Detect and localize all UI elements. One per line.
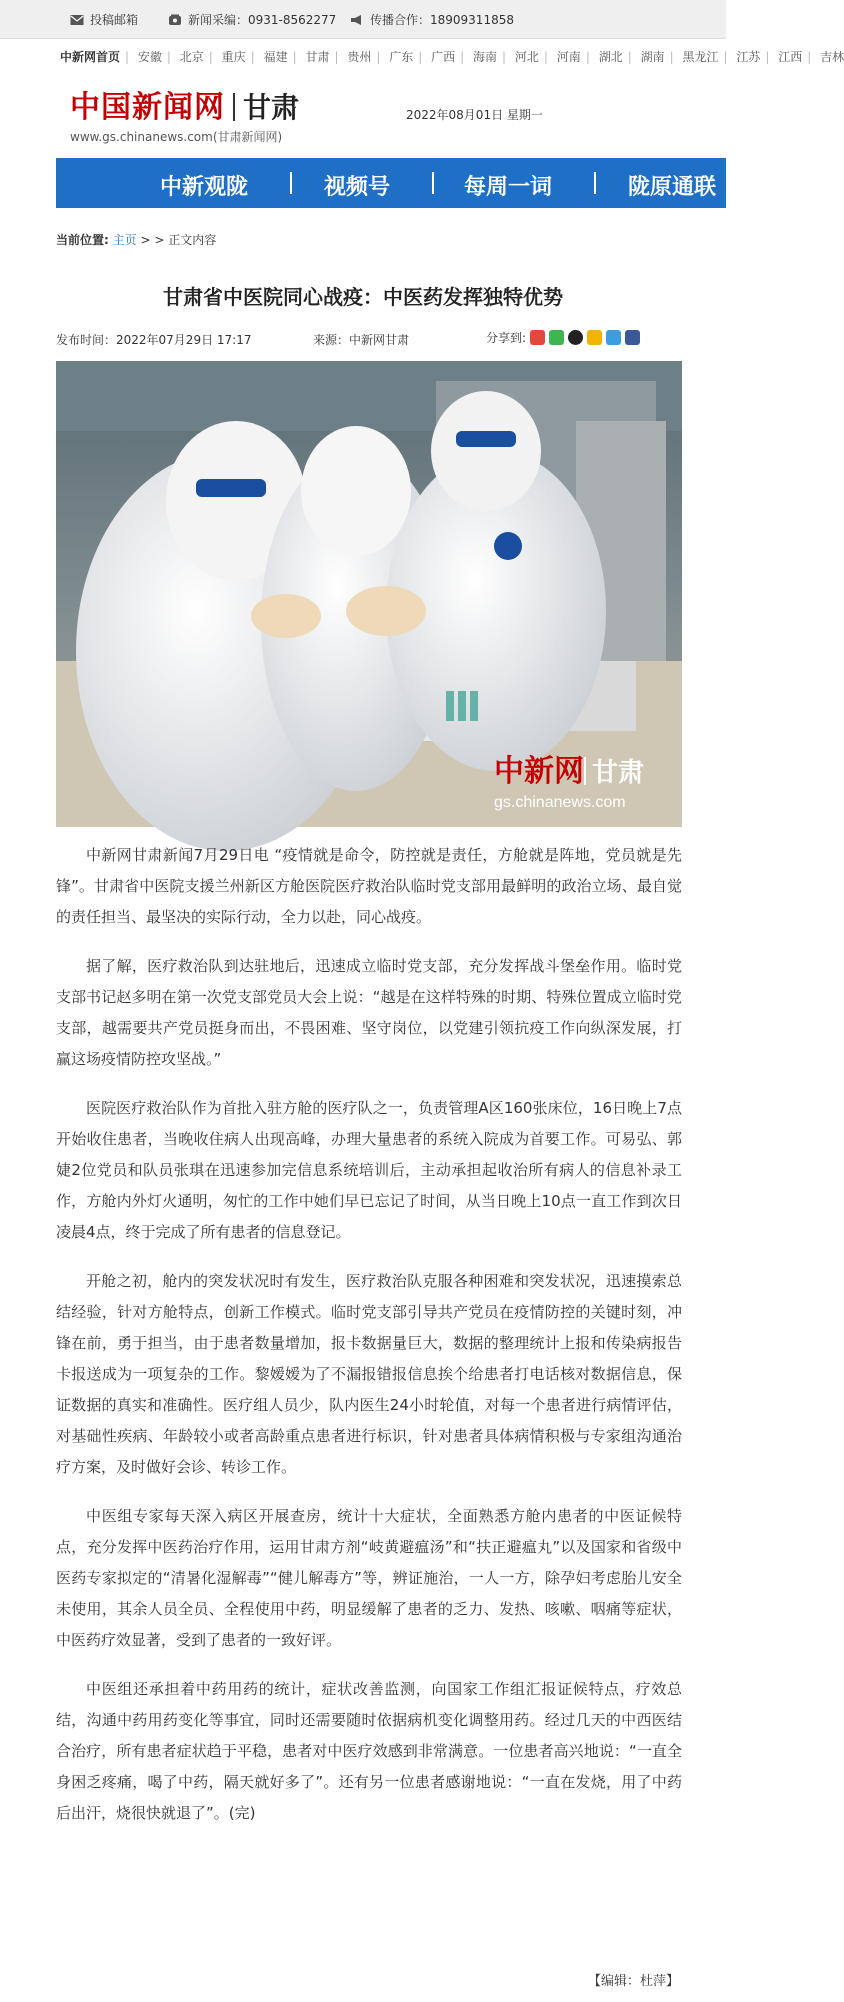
news-phone-label: 新闻采编：0931-8562277 [188, 13, 337, 27]
article-paragraph: 中新网甘肃新闻7月29日电 “疫情就是命令，防控就是责任，方舱就是阵地，党员就是先锋”。甘肃省中医院支援兰州新区方舱医院医疗救治队临时党支部用最鲜明的政治立场、最自觉的责任担当、最坚决的实际行动，全力以赴，同心战疫。 [56, 846, 682, 926]
breadcrumb [56, 231, 216, 248]
logo-divider [233, 93, 235, 121]
nav-divider [290, 172, 292, 194]
nav-item[interactable]: 陇原通联 [628, 175, 717, 200]
photo-watermark-divider [584, 757, 586, 785]
news-phone [168, 11, 336, 28]
nav-item[interactable]: 视频号 [324, 175, 391, 200]
qq-icon[interactable] [568, 330, 583, 345]
wechat-icon[interactable] [549, 330, 564, 345]
region-link[interactable]: 安徽 [137, 50, 162, 64]
phone-icon [168, 14, 182, 26]
article-source: 来源：中新网甘肃 [313, 333, 410, 347]
site-logo[interactable] [70, 82, 299, 145]
region-link[interactable]: 河北 [514, 50, 539, 64]
tougao-label: 投稿邮箱 [90, 13, 139, 27]
editor-credit: 【编辑：杜萍】 [588, 1974, 680, 1989]
nav-item[interactable]: 中新观陇 [160, 175, 249, 200]
article-body [56, 840, 682, 1847]
region-link[interactable]: 江苏 [736, 50, 761, 64]
qzone-icon[interactable] [587, 330, 602, 345]
breadcrumb-label: 当前位置: [56, 233, 109, 247]
breadcrumb-sep: > > [140, 233, 165, 247]
nav-item[interactable]: 每周一词 [464, 175, 553, 200]
tougao-link[interactable] [70, 11, 138, 28]
share-bar [486, 329, 640, 346]
publish-time: 发布时间：2022年07月29日 17:17 [56, 333, 252, 347]
breadcrumb-home-link[interactable]: 主页 [112, 233, 137, 247]
region-link[interactable]: 广西 [431, 50, 456, 64]
mail-icon [70, 14, 84, 26]
region-link[interactable]: 北京 [179, 50, 204, 64]
region-nav: 中新网首页 | 安徽 | 北京 | 重庆 | 福建 | 甘肃 | 贵州 | 广东 | 广西 | 海南 | 河北 | 河南 | 湖北 | 湖南 | 黑龙江 | 江苏 | 江西 | 吉林 [60, 50, 844, 64]
weibo-icon[interactable] [530, 330, 545, 345]
photo-watermark-brand: 中新网 [494, 755, 584, 788]
article-paragraph: 中医组还承担着中药用药的统计，症状改善监测，向国家工作组汇报证候特点，疗效总结，沟通中药用药变化等事宜，同时还需要随时依据病机变化调整用药。经过几天的中西医结合治疗，所有患者症状趋于平稳，患者对中医疗效感到非常满意。一位患者高兴地说：“一直全身困乏疼痛，喝了中药，隔天就好多了”。还有另一位患者感谢地说：“一直在发烧，用了中药后出汗，烧很快就退了”。(完) [56, 1680, 682, 1822]
current-date: 2022年08月01日 星期一 [406, 108, 543, 122]
article-photo [56, 361, 682, 827]
top-utility-bar [0, 0, 726, 39]
photo-watermark-url: gs.chinanews.com [494, 794, 626, 811]
facebook-icon[interactable] [625, 330, 640, 345]
region-link[interactable]: 重庆 [221, 50, 246, 64]
tencent-weibo-icon[interactable] [606, 330, 621, 345]
region-link[interactable]: 湖北 [598, 50, 623, 64]
logo-brand: 中国新闻网 [70, 90, 225, 125]
article-paragraph: 据了解，医疗救治队到达驻地后，迅速成立临时党支部，充分发挥战斗堡垒作用。临时党支部书记赵多明在第一次党支部党员大会上说：“越是在这样特殊的时期、特殊位置成立临时党支部，越需要共产党员挺身而出，不畏困难、坚守岗位，以党建引领抗疫工作向纵深发展，打赢这场疫情防控攻坚战。” [56, 957, 682, 1068]
main-nav [56, 158, 726, 208]
megaphone-icon [350, 14, 364, 26]
breadcrumb-current: 正文内容 [168, 233, 217, 247]
logo-province: 甘肃 [243, 91, 300, 124]
region-link[interactable]: 湖南 [640, 50, 665, 64]
article-title: 甘肃省中医院同心战疫：中医药发挥独特优势 [163, 285, 563, 309]
region-link[interactable]: 广东 [389, 50, 414, 64]
region-link[interactable]: 贵州 [347, 50, 372, 64]
nav-divider [594, 172, 596, 194]
ad-phone [350, 11, 514, 28]
region-link[interactable]: 中新网首页 [60, 50, 121, 64]
article-paragraph: 开舱之初，舱内的突发状况时有发生，医疗救治队克服各种困难和突发状况，迅速摸索总结经验，针对方舱特点，创新工作模式。临时党支部引导共产党员在疫情防控的关键时刻，冲锋在前，勇于担当，由于患者数量增加，报卡数据量巨大，数据的整理统计上报和传染病报告卡报送成为一项复杂的工作。黎嫒嫒为了不漏报错报信息挨个给患者打电话核对数据信息，保证数据的真实和准确性。医疗组人员少，队内医生24小时轮值，对每一个患者进行病情评估，对基础性疾病、年龄较小或者高龄重点患者进行标识，针对患者具体病情积极与专家组沟通治疗方案，及时做好会诊、转诊工作。 [56, 1272, 682, 1476]
ad-phone-label: 传播合作：18909311858 [370, 13, 514, 27]
region-link[interactable]: 福建 [263, 50, 288, 64]
region-link[interactable]: 吉林 [820, 50, 844, 64]
share-label: 分享到: [486, 331, 527, 345]
photo-illustration [56, 361, 682, 827]
article-paragraph: 中医组专家每天深入病区开展查房，统计十大症状，全面熟悉方舱内患者的中医证候特点，充分发挥中医药治疗作用，运用甘肃方剂“岐黄避瘟汤”和“扶正避瘟丸”以及国家和省级中医药专家拟定的“清暑化湿解毒”“健儿解毒方”等，辨证施治，一人一方，除孕妇考虑胎儿安全未使用，其余人员全员、全程使用中药，明显缓解了患者的乏力、发热、咳嗽、咽痛等症状，中医药疗效显著，受到了患者的一致好评。 [56, 1507, 682, 1649]
region-link[interactable]: 江西 [778, 50, 803, 64]
article-paragraph: 医院医疗救治队作为首批入驻方舱的医疗队之一，负责管理A区160张床位，16日晚上7点开始收住患者，当晚收住病人出现高峰，办理大量患者的系统入院成为首要工作。可易弘、郭婕2位党员和队员张琪在迅速参加完信息系统培训后，主动承担起收治所有病人的信息补录工作，方舱内外灯火通明，匆忙的工作中她们早已忘记了时间，从当日晚上10点一直工作到次日凌晨4点，终于完成了所有患者的信息登记。 [56, 1099, 682, 1241]
region-link[interactable]: 河南 [556, 50, 581, 64]
logo-url: www.gs.chinanews.com(甘肃新闻网) [70, 130, 283, 144]
region-link[interactable]: 海南 [473, 50, 498, 64]
region-link[interactable]: 甘肃 [305, 50, 330, 64]
region-link[interactable]: 黑龙江 [682, 50, 719, 64]
photo-watermark-province: 甘肃 [592, 757, 645, 787]
nav-divider [432, 172, 434, 194]
